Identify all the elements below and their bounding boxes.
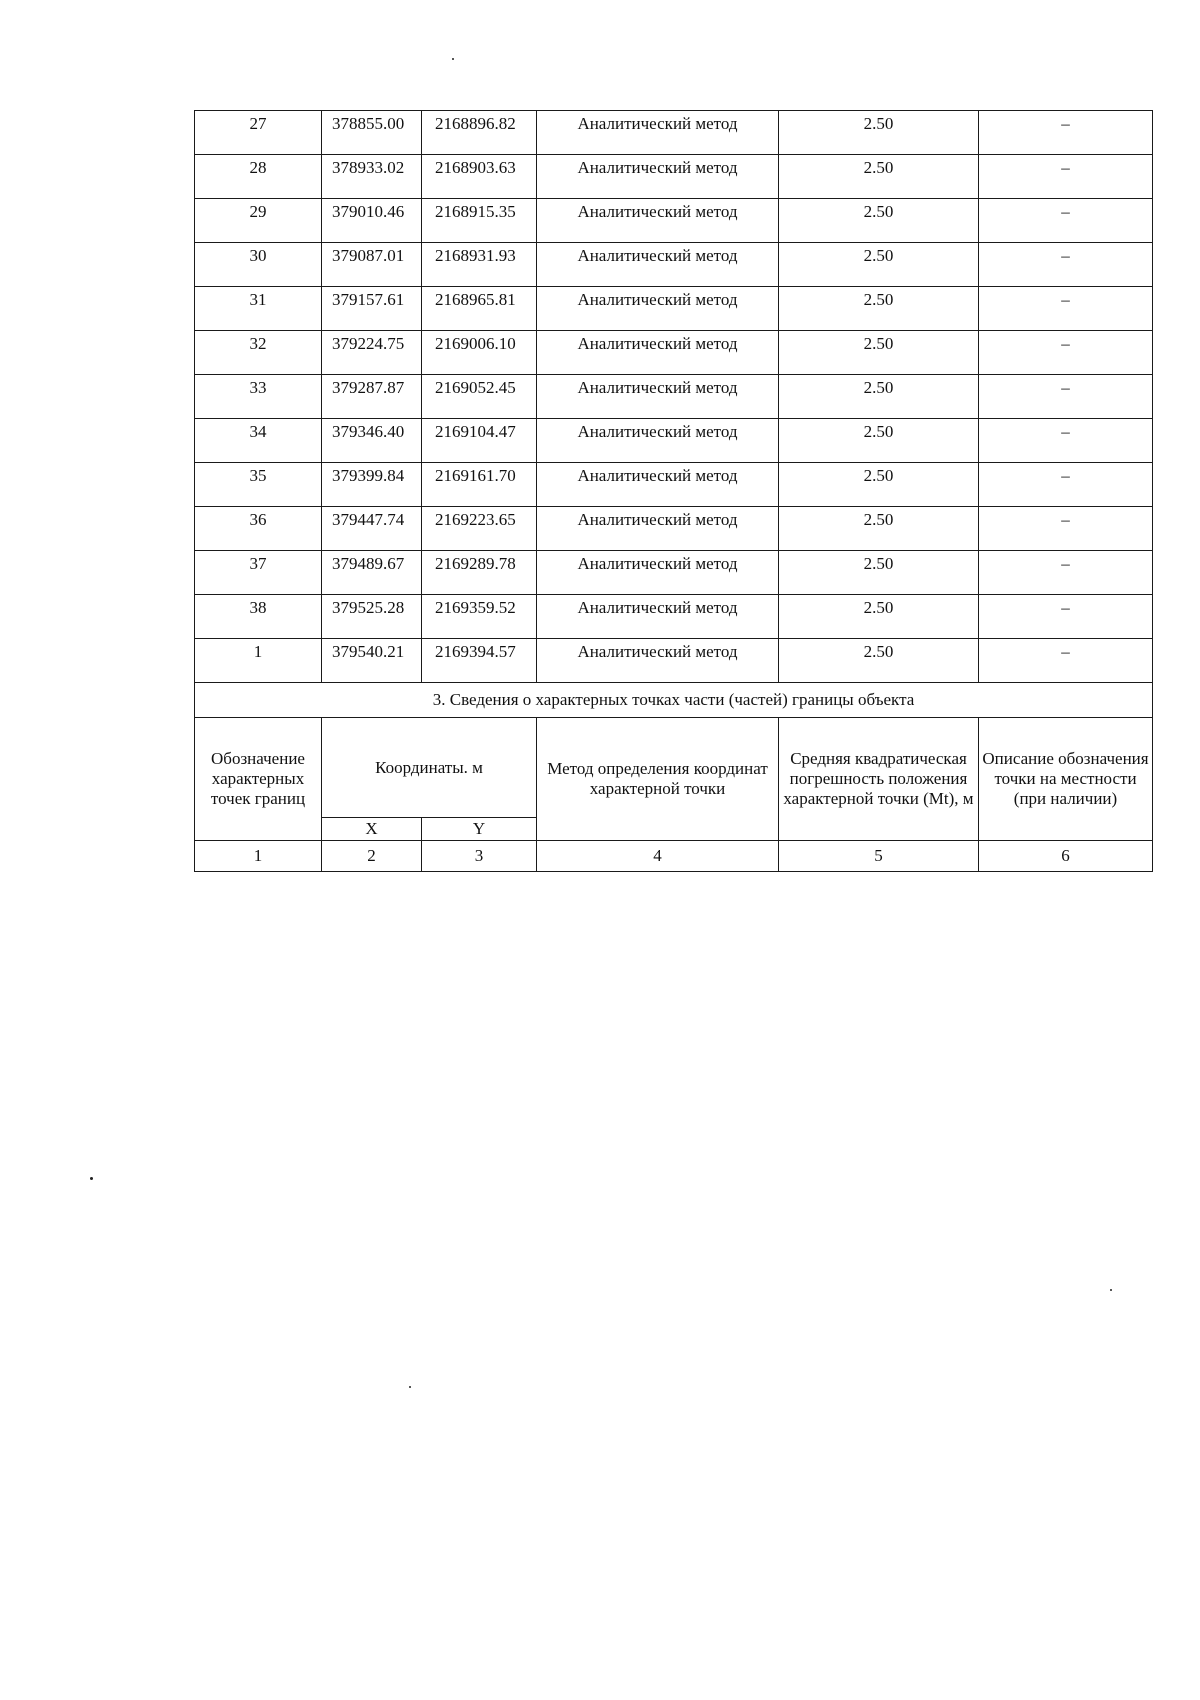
cell-description: – [979,375,1153,419]
header-mt: Средняя квадратическая погрешность положения характерной точки (Mt), м [779,718,979,841]
cell-point-number: 30 [195,243,322,287]
cell-point-number: 31 [195,287,322,331]
header-coordinates: Координаты. м [322,718,537,818]
table-row [195,639,1153,683]
table-row [195,199,1153,243]
cell-x-coordinate: 379224.75 [322,331,422,375]
scan-speck [452,58,454,60]
cell-mt: 2.50 [779,639,979,683]
cell-mt: 2.50 [779,463,979,507]
table-row [195,155,1153,199]
header-y: Y [422,818,537,841]
cell-description: – [979,639,1153,683]
cell-mt: 2.50 [779,287,979,331]
cell-x-coordinate: 379287.87 [322,375,422,419]
cell-description: – [979,199,1153,243]
cell-point-number: 38 [195,595,322,639]
cell-method: Аналитический метод [537,463,779,507]
cell-x-coordinate: 379346.40 [322,419,422,463]
cell-x-coordinate: 379525.28 [322,595,422,639]
cell-y-coordinate: 2169359.52 [422,595,537,639]
column-number: 4 [537,841,779,872]
cell-method: Аналитический метод [537,243,779,287]
scan-speck [1110,1289,1112,1291]
cell-point-number: 1 [195,639,322,683]
table-row [195,375,1153,419]
cell-y-coordinate: 2169223.65 [422,507,537,551]
table-row [195,243,1153,287]
table-row [195,111,1153,155]
table-row [195,551,1153,595]
table-row [195,287,1153,331]
cell-x-coordinate: 379087.01 [322,243,422,287]
cell-y-coordinate: 2168915.35 [422,199,537,243]
cell-mt: 2.50 [779,375,979,419]
cell-mt: 2.50 [779,155,979,199]
cell-y-coordinate: 2168903.63 [422,155,537,199]
cell-x-coordinate: 379010.46 [322,199,422,243]
cell-method: Аналитический метод [537,111,779,155]
cell-point-number: 28 [195,155,322,199]
cell-description: – [979,507,1153,551]
cell-x-coordinate: 379399.84 [322,463,422,507]
cell-point-number: 34 [195,419,322,463]
cell-mt: 2.50 [779,331,979,375]
cell-method: Аналитический метод [537,419,779,463]
cell-mt: 2.50 [779,199,979,243]
cell-mt: 2.50 [779,507,979,551]
cell-point-number: 33 [195,375,322,419]
table-row [195,331,1153,375]
cell-description: – [979,111,1153,155]
section3-header [195,683,1153,872]
cell-method: Аналитический метод [537,287,779,331]
cell-y-coordinate: 2169104.47 [422,419,537,463]
cell-x-coordinate: 379447.74 [322,507,422,551]
scan-speck [409,1386,411,1388]
cell-x-coordinate: 378933.02 [322,155,422,199]
table-row [195,507,1153,551]
cell-description: – [979,331,1153,375]
cell-mt: 2.50 [779,243,979,287]
column-number: 1 [195,841,322,872]
cell-method: Аналитический метод [537,331,779,375]
cell-method: Аналитический метод [537,639,779,683]
column-numbers-row [195,841,1153,872]
section3-header-row [195,718,1153,818]
cell-y-coordinate: 2169052.45 [422,375,537,419]
column-number: 3 [422,841,537,872]
cell-method: Аналитический метод [537,551,779,595]
points-table-body [195,111,1153,683]
column-number: 6 [979,841,1153,872]
header-method: Метод определения координат характерной точки [537,718,779,841]
table-row [195,419,1153,463]
cell-method: Аналитический метод [537,375,779,419]
header-x: X [322,818,422,841]
cell-description: – [979,419,1153,463]
cell-y-coordinate: 2169161.70 [422,463,537,507]
column-number: 5 [779,841,979,872]
cell-description: – [979,155,1153,199]
column-number: 2 [322,841,422,872]
cell-point-number: 27 [195,111,322,155]
cell-y-coordinate: 2169394.57 [422,639,537,683]
cell-description: – [979,243,1153,287]
cell-method: Аналитический метод [537,507,779,551]
header-description: Описание обозначения точки на местности (при наличии) [979,718,1153,841]
cell-description: – [979,595,1153,639]
cell-x-coordinate: 379540.21 [322,639,422,683]
characteristic-points-table [194,110,1153,872]
cell-mt: 2.50 [779,595,979,639]
cell-point-number: 29 [195,199,322,243]
cell-method: Аналитический метод [537,155,779,199]
cell-description: – [979,463,1153,507]
cell-point-number: 32 [195,331,322,375]
cell-x-coordinate: 378855.00 [322,111,422,155]
cell-y-coordinate: 2168965.81 [422,287,537,331]
header-point-designation: Обозначение характерных точек границ [195,718,322,841]
scan-speck [90,1177,93,1180]
cell-x-coordinate: 379489.67 [322,551,422,595]
cell-y-coordinate: 2169289.78 [422,551,537,595]
cell-mt: 2.50 [779,419,979,463]
cell-mt: 2.50 [779,551,979,595]
cell-description: – [979,551,1153,595]
cell-y-coordinate: 2169006.10 [422,331,537,375]
cell-point-number: 36 [195,507,322,551]
cell-method: Аналитический метод [537,595,779,639]
table-row [195,595,1153,639]
section3-title-row [195,683,1153,718]
cell-point-number: 35 [195,463,322,507]
cell-y-coordinate: 2168896.82 [422,111,537,155]
cell-method: Аналитический метод [537,199,779,243]
cell-description: – [979,287,1153,331]
cell-x-coordinate: 379157.61 [322,287,422,331]
cell-y-coordinate: 2168931.93 [422,243,537,287]
cell-point-number: 37 [195,551,322,595]
cell-mt: 2.50 [779,111,979,155]
section3-title: 3. Сведения о характерных точках части (частей) границы объекта [195,683,1153,718]
table-row [195,463,1153,507]
